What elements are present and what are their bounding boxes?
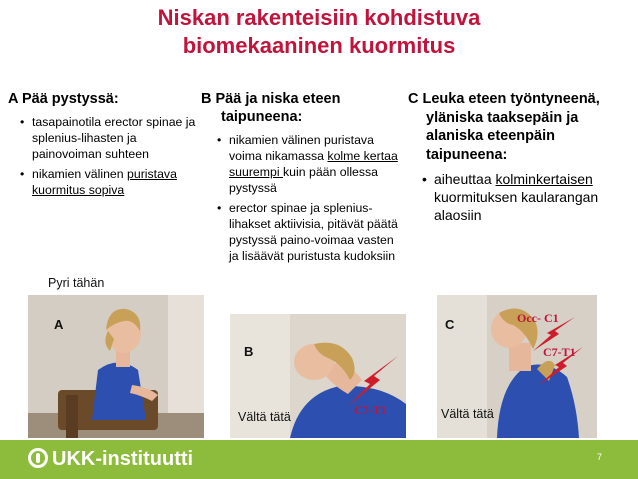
column-a-heading: A Pää pystyssä: xyxy=(8,91,119,107)
photo-c-warning: Vältä tätä xyxy=(441,407,494,421)
photo-b-label: B xyxy=(244,344,254,359)
ukk-logo xyxy=(28,448,193,470)
column-b xyxy=(201,90,406,268)
column-b-bullet-1: • nikamien välinen puristava voima nikamassa kolme kertaa suurempi kuin pään ollessa pystyssä xyxy=(215,132,406,196)
column-a-bullets xyxy=(18,114,200,198)
photo-b-vertebra-label: C7-T1 xyxy=(354,403,387,417)
logo-mark-icon xyxy=(28,448,48,468)
photo-a-label: A xyxy=(54,317,64,332)
column-b-bullets xyxy=(215,132,406,264)
page-number: 7 xyxy=(596,452,602,462)
photo-a xyxy=(28,295,204,438)
column-b-bullet-2: • erector spinae ja splenius-lihakset aktiivisia, pitävät päätä pystyssä paino-voimaa vasten ja lisäävät puristusta kudoksiin xyxy=(215,200,406,264)
photo-b xyxy=(230,314,406,438)
column-c-bullet-1: • aiheuttaa kolminkertaisen kuormituksen kaularangan alaosiin xyxy=(420,170,633,224)
column-a-bullet-1: • tasapainotila erector spinae ja splenius-lihasten ja painovoiman suhteen xyxy=(18,114,200,162)
photo-c-label: C xyxy=(445,317,455,332)
column-a-bullet-2: • nikamien välinen puristava kuormitus sopiva xyxy=(18,166,200,198)
logo-text: UKK-instituutti xyxy=(52,448,194,470)
photo-c-vertebra-label-upper: Occ- C1 xyxy=(517,311,559,325)
slide-title xyxy=(0,4,638,60)
photo-c xyxy=(437,295,597,438)
title-line-2: biomekaaninen kuormitus xyxy=(182,33,456,58)
photo-b-warning: Vältä tätä xyxy=(238,410,291,424)
column-c-bullets xyxy=(420,170,633,224)
column-b-heading: B Pää ja niska eteen taipuneena: xyxy=(201,91,341,125)
column-a xyxy=(8,90,200,202)
footer-bar xyxy=(0,440,638,479)
column-c xyxy=(408,90,633,228)
column-a-caption: Pyri tähän xyxy=(48,276,105,290)
title-line-1: Niskan rakenteisiin kohdistuva xyxy=(157,5,481,30)
column-c-heading: C Leuka eteen työntyneenä, yläniska taaksepäin ja alaniska eteenpäin taipuneena: xyxy=(408,91,600,163)
photo-c-vertebra-label-lower: C7-T1 xyxy=(543,345,576,359)
